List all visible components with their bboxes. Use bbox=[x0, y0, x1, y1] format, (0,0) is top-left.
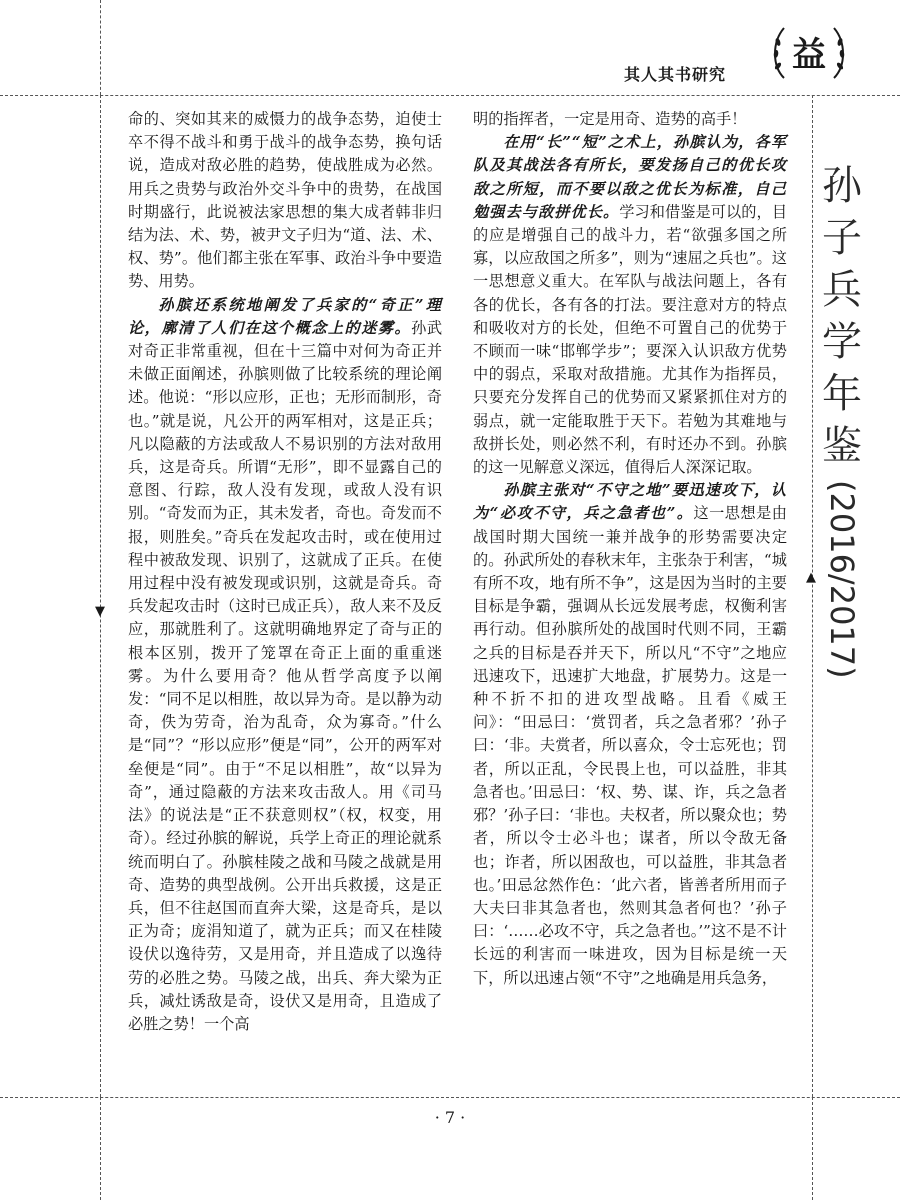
emphasized-text: 在用“长”“短”之术上，孙膑认为，各军队及其战法各有所长，要发扬自己的优长攻敌之所短，而不要以敌之优长为标准，自己勉强去与敌拼优长。 bbox=[473, 133, 787, 221]
body-text: 孙武对奇正非常重视，但在十三篇中对何为奇正并未做正面阐述，孙膑则做了比较系统的理论阐述。他说：“形以应形，正也；无形而制形，奇也。”就是说，凡公开的两军相对，这是正兵；凡以隐蔽的方法或敌人不易识别的方法对敌用兵，这是奇兵。所谓“无形”，即不显露自己的意图、行踪，敌人没有发现，或敌人没有识别。“奇发而为正，其未发者，奇也。奇发而不报，则胜矣。”奇兵在发起攻击时，或在使用过程中被敌发现、识别了，这就成了正兵。在使用过程中没有被发现或识别，这就是奇兵。奇兵发起攻击时（这时已成正兵），敌人来不及反应，那就胜利了。这就明确地界定了奇与正的根本区别，拨开了笼罩在奇正上面的重重迷雾。为什么要用奇？他从哲学高度予以阐发：“同不足以相胜，故以异为奇。是以静为动奇，佚为劳奇，治为乱奇，众为寡奇。”什么是“同”？“形以应形”便是“同”，公开的两军对垒便是“同”。由于“不足以相胜”，故“以异为奇”，通过隐蔽的方法来攻击敌人。用《司马法》的说法是“正不获意则权”（权，权变，用奇）。经过孙膑的解说，兵学上奇正的理论就系统而明白了。孙膑桂陵之战和马陵之战就是用奇、造势的典型战例。公开出兵救援，这是正兵，但不往赵国而直奔大梁，这是奇兵，是以正为奇；庞涓知道了，就为正兵；而又在桂陵设伏以逸待劳，又是用奇，并且造成了以逸待劳的必胜之势。马陵之战，出兵、奔大梁为正兵，减灶诱敌是奇，设伏又是用奇，且造成了必胜之势！一个高 bbox=[128, 318, 442, 1033]
down-arrow-marker: ▼ bbox=[95, 604, 105, 619]
left-dashed-rule-top bbox=[100, 0, 101, 95]
side-title-char: 子 bbox=[822, 215, 862, 261]
yearbook-logo-icon bbox=[770, 22, 848, 84]
side-title-char: 兵 bbox=[822, 267, 862, 313]
running-header-title: 其人其书研究 bbox=[624, 65, 727, 84]
logo-glyph: 益 bbox=[792, 35, 826, 75]
body-text: 学习和借鉴是可以的，目的应是增强自己的战斗力，若“欲强多国之所寡，以应敌国之所多”，则为“速屈之兵也”。这一思想意义重大。在军队与战法问题上，各有各的优长，各有各的打法。要注意对方的特点和吸收对方的长处，但绝不可置自己的优势于不顾而一味“邯郸学步”；要深入认识敌方优势中的弱点，采取对敌措施。尤其作为指挥员，只要充分发挥自己的优势而又紧紧抓住对方的弱点，就一定能取胜于天下。若勉为其难地与敌拼长处，则必然不利，有时还办不到。孙膑的这一见解意义深远，值得后人深深记取。 bbox=[473, 202, 788, 477]
body-text: 这一思想是由战国时期大国统一兼并战争的形势需要决定的。孙武所处的春秋末年，主张杂于利害，“城有所不攻，地有所不争”，这是因为当时的主要目标是争霸，强调从长远发展考虑，权衡利害再行动。但孙膑所处的战国时代则不同，王霸之兵的目标是吞并天下，所以凡“不守”之地应迅速攻下，迅速扩大地盘，扩展势力。这是一种不折不扣的进攻型战略。且看《威王问》：“田忌曰：‘赏罚者，兵之急者邪？’孙子曰：‘非。夫赏者，所以喜众，令士忘死也；罚者，所以正乱，令民畏上也，可以益胜，非其急者也。’田忌曰：‘权、势、谋、诈，兵之急者邪？’孙子曰：‘非也。夫权者，所以聚众也；势者，所以令士必斗也；谋者，所以令敌无备也；诈者，所以困敌也，可以益胜，非其急者也。’田忌忿然作色：‘此六者，皆善者所用而子大夫曰非其急者也，然则其急者何也？’孙子曰：‘……必攻不守，兵之急者也。’”这不是不计长远的利害而一味进攻，因为目标是统一天下，所以迅速占领“不守”之地确是用兵急务， bbox=[473, 504, 787, 987]
yearbook-side-title bbox=[812, 160, 872, 679]
left-dashed-rule-mid bbox=[100, 95, 101, 1097]
side-title-char: 学 bbox=[822, 319, 862, 365]
bottom-dashed-rule bbox=[0, 1097, 900, 1098]
body-text: 命的、突如其来的威慑力的战争态势，迫使士卒不得不战斗和勇于战斗的战争态势，换句话说，造成对敌必胜的趋势，使战胜成为必然。用兵之贵势与政治外交斗争中的贵势，在战国时期盛行，此说被法家思想的集大成者韩非归结为法、术、势，被尹文子归为“道、法、术、权、势”。他们都主张在军事、政治斗争中要造势、用势。 bbox=[128, 110, 442, 291]
side-title-year: (2016/2017) bbox=[823, 480, 861, 679]
right-text-column bbox=[473, 108, 787, 990]
paragraph bbox=[473, 108, 787, 131]
body-text: 明的指挥者，一定是用奇、造势的高手！ bbox=[473, 110, 747, 128]
paragraph bbox=[128, 108, 442, 294]
side-title-char: 年 bbox=[822, 371, 862, 417]
paragraph bbox=[473, 479, 787, 989]
paragraph bbox=[473, 131, 787, 479]
up-arrow-marker: ▲ bbox=[806, 570, 816, 585]
paragraph bbox=[128, 294, 442, 1037]
top-dashed-rule bbox=[0, 95, 900, 96]
side-title-char: 鉴 bbox=[822, 423, 862, 469]
left-text-column bbox=[128, 108, 442, 1036]
page-number: · 7 · bbox=[434, 1108, 466, 1127]
emphasized-text: 孙膑还系统地阐发了兵家的“奇正”理论，廓清了人们在这个概念上的迷雾。 bbox=[128, 295, 442, 337]
emphasized-text: 孙膑主张对“不守之地”要迅速攻下，认为“必攻不守，兵之急者也”。 bbox=[473, 481, 787, 523]
side-title-char: 孙 bbox=[822, 163, 862, 209]
